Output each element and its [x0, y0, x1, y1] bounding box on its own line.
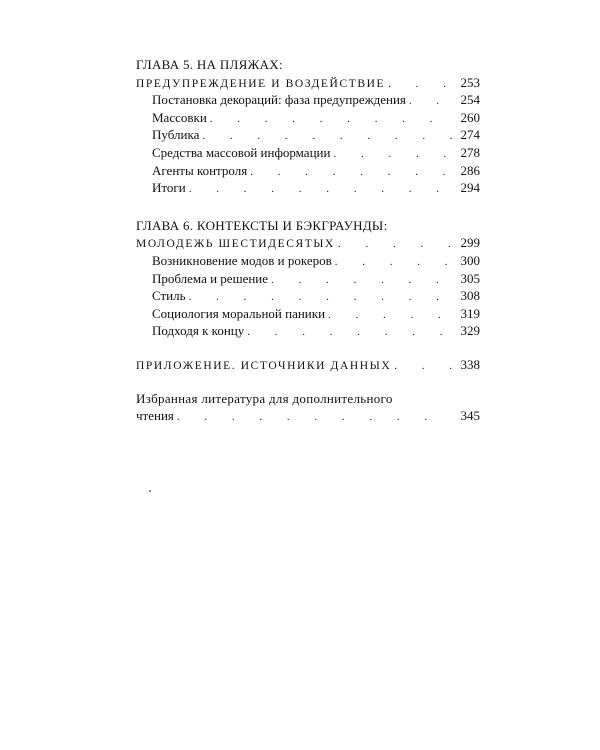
page-number: 260: [460, 109, 480, 125]
toc-entry[interactable]: [136, 162, 480, 180]
page-number: 286: [460, 162, 480, 178]
chapter-5-subtitle: ПРЕДУПРЕЖДЕНИЕ И ВОЗДЕЙСТВИЕ: [136, 77, 386, 90]
page-number: 319: [460, 305, 480, 321]
page-number: 278: [460, 144, 480, 160]
reading-entry[interactable]: [136, 407, 480, 425]
toc-entry[interactable]: [136, 179, 480, 197]
toc-entry[interactable]: [136, 109, 480, 127]
paper-speck: [149, 490, 151, 492]
page-number: 300: [460, 252, 480, 268]
page-number: 345: [460, 408, 480, 424]
entry-title: Средства массовой информации: [152, 144, 331, 160]
page-number: 308: [460, 288, 480, 304]
chapter-6-subtitle: МОЛОДЕЖЬ ШЕСТИДЕСЯТЫХ: [136, 238, 335, 251]
dot-leader: [250, 164, 452, 182]
toc-entry[interactable]: [136, 270, 480, 288]
dot-leader: [210, 111, 452, 129]
dot-leader: [338, 236, 452, 254]
entry-title: Возникновение модов и рокеров: [152, 252, 332, 268]
entry-title: Подходя к концу: [152, 323, 245, 339]
toc-entry[interactable]: [136, 91, 480, 109]
entry-title: Публика: [152, 127, 200, 143]
toc-entry[interactable]: [136, 126, 480, 144]
dot-leader: [335, 254, 452, 272]
chapter-6-entry[interactable]: [136, 234, 480, 252]
dot-leader: [177, 409, 452, 427]
reading-title-line1: Избранная литература для дополнительного: [136, 390, 393, 406]
page-number: 329: [460, 323, 480, 339]
entry-title: Проблема и решение: [152, 270, 269, 286]
page-number: 253: [460, 74, 480, 90]
toc-entry[interactable]: [136, 252, 480, 270]
dot-leader: [247, 324, 452, 342]
dot-leader: [394, 358, 452, 376]
page-number: 338: [460, 356, 480, 372]
dot-leader: [333, 146, 452, 164]
appendix-entry[interactable]: [136, 356, 480, 374]
reading-title-line2: чтения: [136, 408, 174, 424]
page-number: 254: [460, 92, 480, 108]
chapter-5-entry[interactable]: [136, 74, 480, 92]
chapter-5-heading: ГЛАВА 5. НА ПЛЯЖАХ:: [136, 57, 283, 72]
dot-leader: [189, 181, 452, 199]
page-number: 305: [460, 270, 480, 286]
toc-entry[interactable]: [136, 322, 480, 340]
page-number: 274: [460, 127, 480, 143]
entry-title: Массовки: [152, 109, 207, 125]
entry-title: Социология моральной паники: [152, 305, 326, 321]
dot-leader: [409, 93, 452, 111]
toc-entry[interactable]: [136, 144, 480, 162]
entry-title: Постановка декораций: фаза предупреждения: [152, 92, 406, 108]
page-number: 299: [460, 235, 480, 251]
page-number: 294: [460, 180, 480, 196]
appendix-title: ПРИЛОЖЕНИЕ. ИСТОЧНИКИ ДАННЫХ: [136, 359, 392, 372]
toc-entry[interactable]: [136, 287, 480, 305]
entry-title: Стиль: [152, 288, 186, 304]
entry-title: Итоги: [152, 180, 186, 196]
toc-entry[interactable]: [136, 305, 480, 323]
dot-leader: [271, 272, 452, 290]
entry-title: Агенты контроля: [152, 162, 248, 178]
dot-leader: [328, 307, 452, 325]
chapter-6-heading: ГЛАВА 6. КОНТЕКСТЫ И БЭКГРАУНДЫ:: [136, 217, 388, 233]
table-of-contents: [136, 56, 480, 425]
